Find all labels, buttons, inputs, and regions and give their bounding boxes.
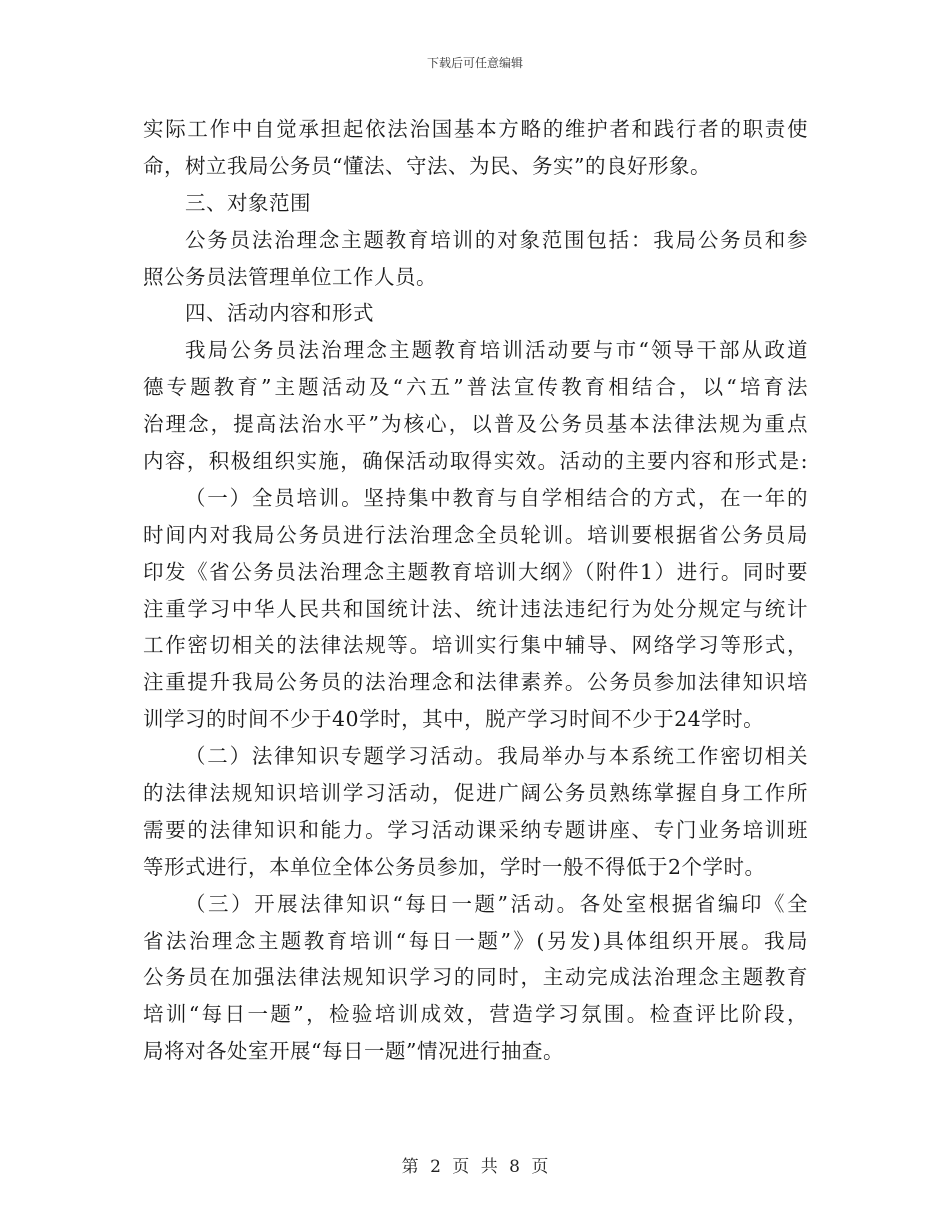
body-line: 时间内对我局公务员进行法治理念全员轮训。培训要根据省公务员局 (143, 522, 808, 547)
body-line: 省法治理念主题教育培训“每日一题”》(另发)具体组织开展。我局 (143, 928, 808, 953)
body-line: 训学习的时间不少于40学时，其中，脱产学习时间不少于24学时。 (143, 707, 765, 732)
body-line: 内容，积极组织实施，确保活动取得实效。活动的主要内容和形式是: (143, 449, 808, 474)
body-line: （二）法律知识专题学习活动。我局举办与本系统工作密切相关 (185, 744, 808, 769)
body-line: 印发《省公务员法治理念主题教育培训大纲》（附件1）进行。同时要 (143, 559, 808, 584)
section-heading: 四、活动内容和形式 (185, 301, 374, 326)
section-heading: 三、对象范围 (185, 190, 311, 215)
body-line: （三）开展法律知识“每日一题”活动。各处室根据省编印《全 (185, 891, 808, 916)
body-line: 我局公务员法治理念主题教育培训活动要与市“领导干部从政道 (185, 338, 808, 363)
body-line: 等形式进行，本单位全体公务员参加，学时一般不得低于2个学时。 (143, 854, 766, 879)
body-line: 注重提升我局公务员的法治理念和法律素养。公务员参加法律知识培 (143, 670, 808, 695)
body-line: 治理念，提高法治水平”为核心，以普及公务员基本法律法规为重点 (143, 412, 808, 437)
body-line: 实际工作中自觉承担起依法治国基本方略的维护者和践行者的职责使 (143, 117, 808, 141)
body-line: 注重学习中华人民共和国统计法、统计违法违纪行为处分规定与统计 (143, 596, 808, 621)
body-line: 局将对各处室开展“每日一题”情况进行抽查。 (143, 1039, 564, 1064)
body-line: 公务员在加强法律法规知识学习的同时，主动完成法治理念主题教育 (143, 965, 808, 990)
body-line: 德专题教育”主题活动及“六五”普法宣传教育相结合，以“培育法 (143, 375, 808, 400)
body-line: 照公务员法管理单位工作人员。 (143, 264, 437, 289)
document-body (143, 111, 808, 1070)
page-number: 第 2 页 共 8 页 (401, 1157, 549, 1177)
body-line: 命，树立我局公务员“懂法、守法、为民、务实”的良好形象。 (143, 153, 711, 178)
body-line: 公务员法治理念主题教育培训的对象范围包括：我局公务员和参 (185, 227, 808, 252)
page-header-note: 下载后可任意编辑 (426, 56, 523, 70)
body-line: （一）全员培训。坚持集中教育与自学相结合的方式，在一年的 (185, 485, 808, 510)
body-line: 培训“每日一题”，检验培训成效，营造学习氛围。检查评比阶段， (143, 1002, 808, 1027)
body-line: 需要的法律知识和能力。学习活动课采纳专题讲座、专门业务培训班 (143, 817, 808, 842)
body-line: 工作密切相关的法律法规等。培训实行集中辅导、网络学习等形式， (143, 633, 808, 658)
body-line: 的法律法规知识培训学习活动，促进广阔公务员熟练掌握自身工作所 (143, 781, 808, 806)
